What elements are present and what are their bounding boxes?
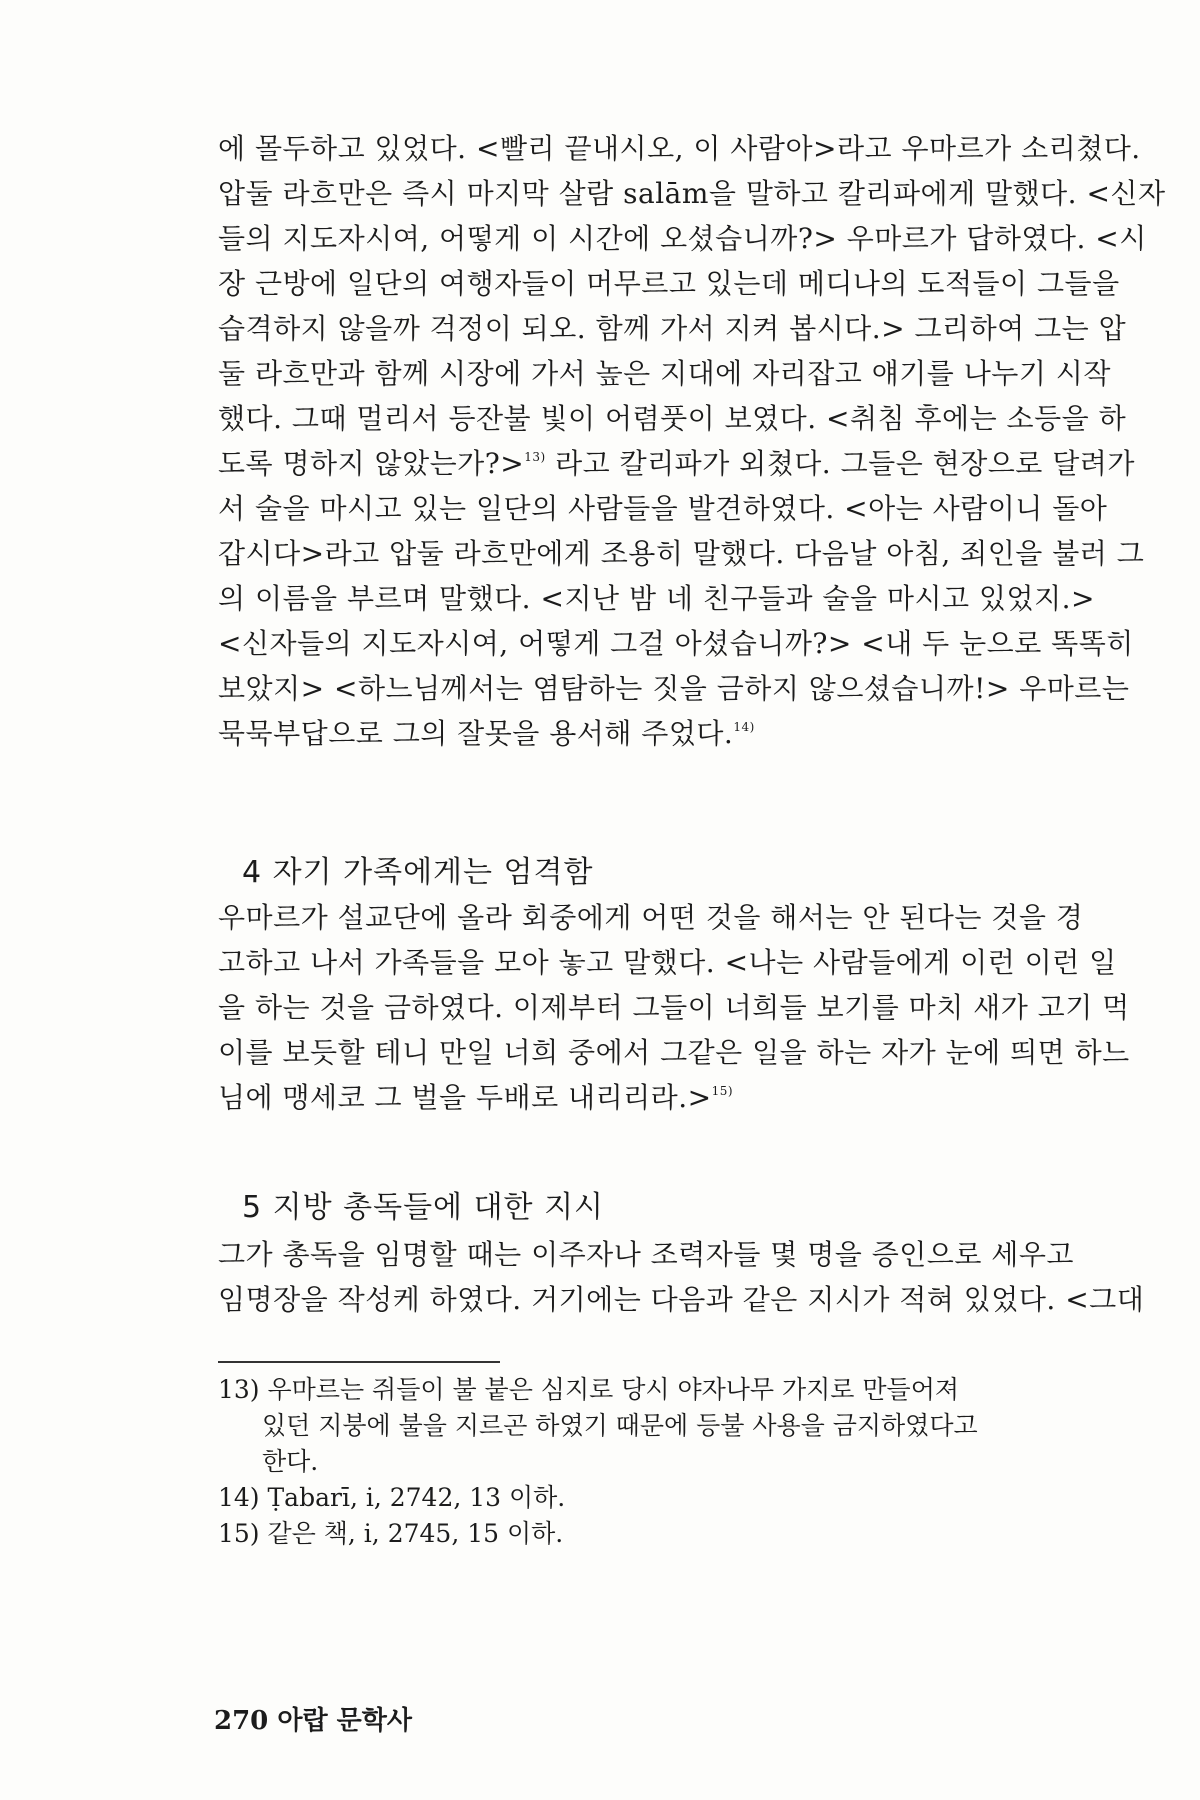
book-title: 아랍 문학사 (277, 1706, 412, 1736)
text-fragment: 묵묵부답으로 그의 잘못을 용서해 주었다. (218, 717, 734, 750)
text-line: 임명장을 작성케 하였다. 거기에는 다음과 같은 지시가 적혀 있었다. <그대 (218, 1283, 1145, 1316)
text-line: 에 몰두하고 있었다. <빨리 끝내시오, 이 사람아>라고 우마르가 소리쳤다. (218, 132, 1141, 165)
text-line: 그가 총독을 임명할 때는 이주자나 조력자들 몇 명을 증인으로 세우고 (218, 1238, 1074, 1271)
text-line: 이를 보듯할 테니 만일 너희 중에서 그같은 일을 하는 자가 눈에 띄면 하느 (218, 1036, 1130, 1069)
footnote-ref-14: 14) (733, 720, 755, 734)
text-fragment: 님에 맹세코 그 벌을 두배로 내리리라.> (218, 1081, 712, 1114)
paragraph-section-4 (218, 895, 1130, 1120)
text-line: <신자들의 지도자시여, 어떻게 그걸 아셨습니까?> <내 두 눈으로 똑똑히 (218, 627, 1134, 660)
text-line: 했다. 그때 멀리서 등잔불 빛이 어렴풋이 보였다. <취침 후에는 소등을 하 (218, 402, 1127, 435)
paragraph-main (218, 126, 1166, 756)
text-line: 압둘 라흐만은 즉시 마지막 살람 salām을 말하고 칼리파에게 말했다. <신자 (218, 177, 1166, 210)
text-line: 고하고 나서 가족들을 모아 놓고 말했다. <나는 사람들에게 이런 이런 일 (218, 946, 1117, 979)
footnote-13: 13) 우마르는 쥐들이 불 붙은 심지로 당시 야자나무 가지로 만들어져 (218, 1375, 959, 1404)
paragraph-section-5 (218, 1232, 1145, 1322)
page-footer (214, 1700, 412, 1737)
text-line (218, 1075, 1080, 1120)
text-line (218, 441, 1135, 486)
footnotes (218, 1372, 1080, 1552)
text-line: 갑시다>라고 압둘 라흐만에게 조용히 말했다. 다음날 아침, 죄인을 불러 그 (218, 537, 1145, 570)
footnote-15: 15) 같은 책, i, 2745, 15 이하. (218, 1519, 564, 1548)
text-fragment: 라고 칼리파가 외쳤다. 그들은 현장으로 달려가 (555, 447, 1135, 480)
text-line: 우마르가 설교단에 올라 회중에게 어떤 것을 해서는 안 된다는 것을 경 (218, 901, 1084, 934)
text-line: 둘 라흐만과 함께 시장에 가서 높은 지대에 자리잡고 얘기를 나누기 시작 (218, 357, 1111, 390)
section-heading-4: 4 자기 가족에게는 엄격함 (242, 855, 594, 890)
footnote-divider (218, 1361, 500, 1363)
text-line (218, 711, 1080, 756)
page-number: 270 (214, 1706, 269, 1736)
section-heading-5: 5 지방 총독들에 대한 지시 (242, 1190, 605, 1225)
text-line: 을 하는 것을 금하였다. 이제부터 그들이 너희들 보기를 마치 새가 고기 먹 (218, 991, 1130, 1024)
footnote-13-cont: 한다. (262, 1447, 319, 1476)
text-line: 의 이름을 부르며 말했다. <지난 밤 네 친구들과 술을 마시고 있었지.> (218, 582, 1095, 615)
text-line: 들의 지도자시여, 어떻게 이 시간에 오셨습니까?> 우마르가 답하였다. <시 (218, 222, 1147, 255)
footnote-14: 14) Ṭabarī, i, 2742, 13 이하. (218, 1483, 566, 1512)
text-line: 보았지> <하느님께서는 염탐하는 짓을 금하지 않으셨습니까!> 우마르는 (218, 672, 1130, 705)
footnote-ref-13: 13) (524, 450, 546, 464)
text-line: 습격하지 않을까 걱정이 되오. 함께 가서 지켜 봅시다.> 그리하여 그는 압 (218, 312, 1127, 345)
text-line: 장 근방에 일단의 여행자들이 머무르고 있는데 메디나의 도적들이 그들을 (218, 267, 1120, 300)
footnote-13-cont: 있던 지붕에 불을 지르곤 하였기 때문에 등불 사용을 금지하였다고 (262, 1411, 978, 1440)
text-line: 서 술을 마시고 있는 일단의 사람들을 발견하였다. <아는 사람이니 돌아 (218, 492, 1108, 525)
text-fragment: 도록 명하지 않았는가?> (218, 447, 525, 480)
footnote-ref-15: 15) (711, 1084, 734, 1098)
